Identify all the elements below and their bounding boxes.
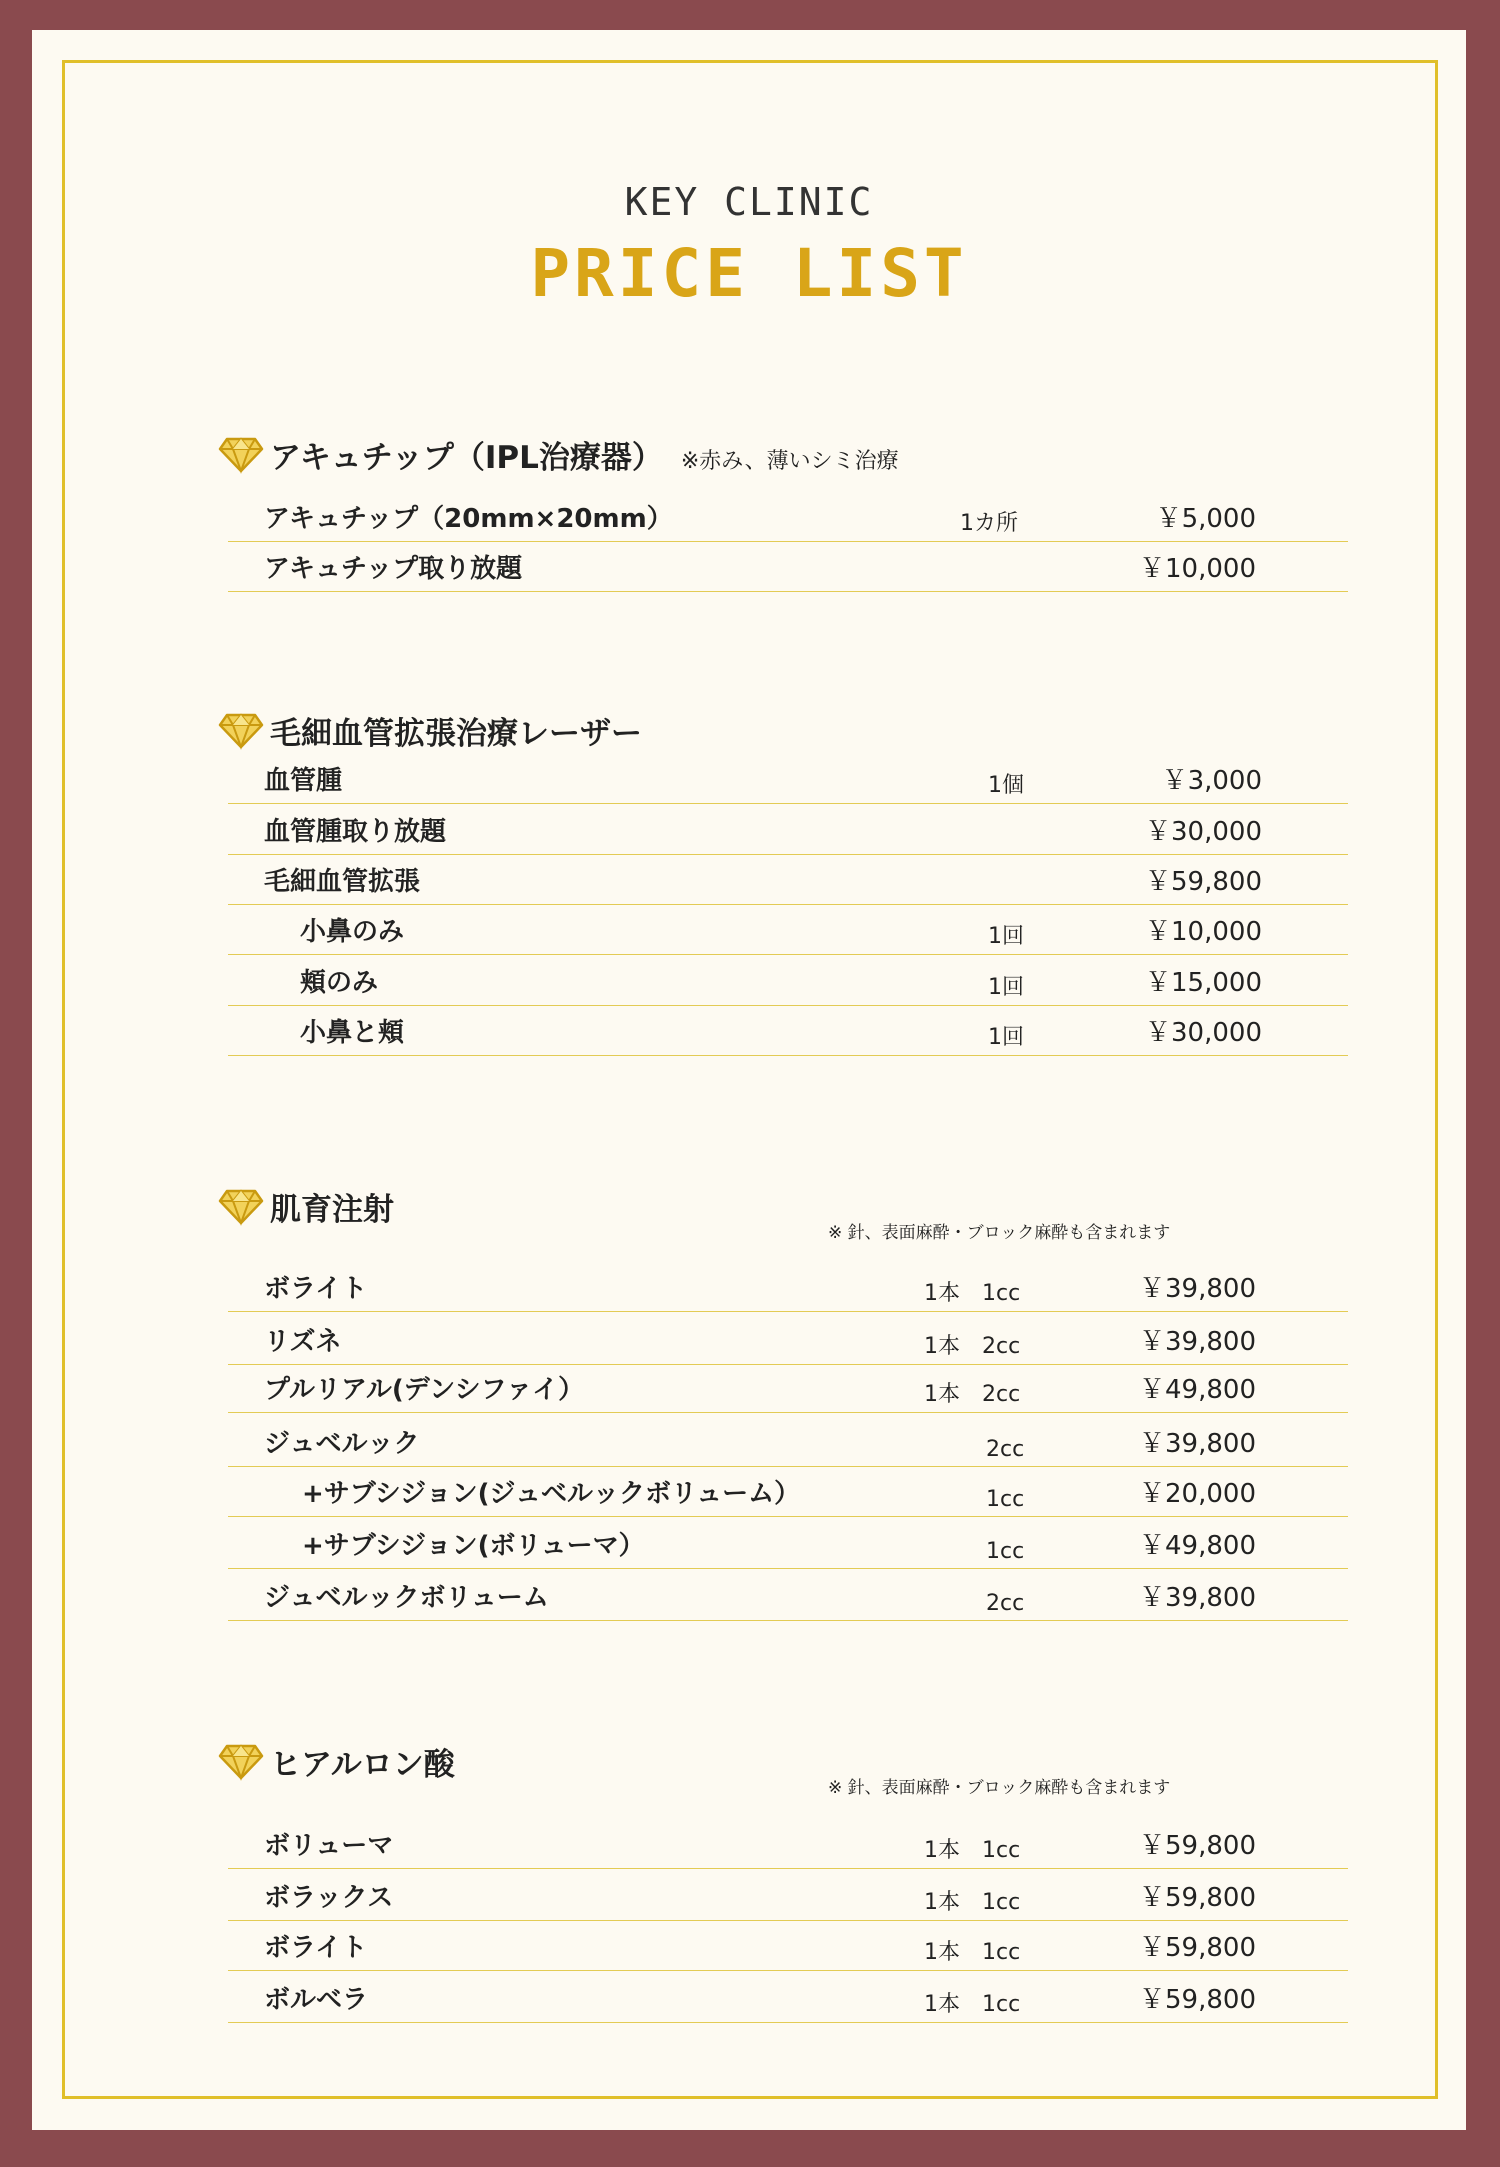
section-header	[32, 430, 1466, 480]
item-price: ￥3,000	[1161, 766, 1262, 796]
item-quantity: 1cc	[986, 1487, 1025, 1512]
diamond-icon	[218, 712, 264, 750]
section-title-text: ヒアルロン酸	[270, 1747, 455, 1783]
section-header	[32, 1737, 1466, 1798]
item-quantity: 1回	[988, 975, 1024, 1000]
price-rows	[32, 1258, 1466, 1621]
item-price: ￥30,000	[1145, 1018, 1262, 1048]
item-name: 小鼻のみ	[300, 917, 405, 947]
clinic-name: KEY CLINIC	[624, 180, 874, 224]
item-price: ￥59,800	[1139, 1985, 1256, 2015]
diamond-icon	[218, 1188, 264, 1226]
item-price: ￥15,000	[1145, 968, 1262, 998]
price-row	[32, 1413, 1466, 1467]
item-quantity: 1回	[988, 1025, 1024, 1050]
price-row	[32, 1006, 1466, 1056]
price-row	[32, 1869, 1466, 1921]
item-price: ￥59,800	[1145, 867, 1262, 897]
item-quantity: 1本 2cc	[924, 1334, 1021, 1359]
price-row	[32, 1569, 1466, 1621]
item-name: アキュチップ取り放題	[264, 554, 523, 584]
section	[32, 706, 1466, 1050]
price-row	[32, 855, 1466, 905]
row-divider	[228, 1620, 1348, 1621]
item-name: +サブシジョン(ジュベルックボリューム）	[302, 1479, 801, 1509]
section-note: ※ 針、表面麻酔・ブロック麻酔も含まれます	[828, 1778, 1171, 1798]
section-note: ※ 針、表面麻酔・ブロック麻酔も含まれます	[828, 1223, 1171, 1243]
item-name: ジュベルック	[264, 1429, 420, 1459]
item-price: ￥10,000	[1145, 917, 1262, 947]
price-row	[32, 754, 1466, 804]
item-quantity: 2cc	[986, 1591, 1025, 1616]
section	[32, 1737, 1466, 2017]
item-quantity: 1本 1cc	[924, 1838, 1021, 1863]
item-name: ボライト	[264, 1274, 368, 1304]
row-divider	[228, 591, 1348, 592]
item-price: ￥30,000	[1145, 817, 1262, 847]
item-price: ￥59,800	[1139, 1883, 1256, 1913]
section-subtitle: ※赤み、薄いシミ治療	[680, 449, 899, 474]
item-name: アキュチップ（20mm×20mm）	[264, 504, 673, 534]
item-quantity: 1本 2cc	[924, 1382, 1021, 1407]
diamond-icon	[218, 1743, 264, 1781]
price-row	[32, 1971, 1466, 2023]
price-row	[32, 1921, 1466, 1971]
price-row	[32, 1365, 1466, 1413]
item-name: ジュベルックボリューム	[264, 1583, 549, 1613]
item-name: ボライト	[264, 1933, 368, 1963]
item-name: ボルベラ	[264, 1985, 369, 2015]
section-title-text: アキュチップ（IPL治療器）	[270, 440, 663, 476]
item-quantity: 1cc	[986, 1539, 1025, 1564]
item-name: +サブシジョン(ボリューマ）	[302, 1531, 645, 1561]
gold-frame	[62, 60, 1438, 2099]
section-title-text: 肌育注射	[270, 1192, 394, 1228]
section	[32, 1182, 1466, 1616]
section	[32, 430, 1466, 584]
item-price: ￥39,800	[1139, 1583, 1256, 1613]
diamond-icon	[218, 436, 264, 474]
item-quantity: 1個	[988, 773, 1024, 798]
page-title: PRICE LIST	[530, 235, 968, 312]
item-name: 血管腫取り放題	[264, 817, 447, 847]
price-row	[32, 1819, 1466, 1869]
price-row	[32, 1258, 1466, 1312]
price-row	[32, 542, 1466, 592]
section-title	[270, 1739, 473, 1784]
section-title	[270, 708, 660, 753]
price-row	[32, 804, 1466, 855]
item-name: ボリューマ	[264, 1831, 394, 1861]
item-name: 小鼻と頬	[300, 1018, 405, 1048]
item-price: ￥5,000	[1155, 504, 1256, 534]
item-quantity: 1回	[988, 924, 1024, 949]
item-quantity: 1本 1cc	[924, 1890, 1021, 1915]
section-title	[270, 1184, 412, 1229]
section-title	[270, 432, 899, 477]
item-price: ￥59,800	[1139, 1831, 1256, 1861]
item-name: ボラックス	[264, 1883, 394, 1913]
row-divider	[228, 1055, 1348, 1056]
price-list-page	[32, 30, 1466, 2130]
price-row	[32, 955, 1466, 1006]
price-rows	[32, 490, 1466, 592]
item-name: 血管腫	[264, 766, 343, 796]
item-quantity: 1カ所	[960, 511, 1018, 536]
item-price: ￥39,800	[1139, 1274, 1256, 1304]
price-rows	[32, 754, 1466, 1056]
price-row	[32, 1312, 1466, 1365]
row-divider	[228, 2022, 1348, 2023]
item-name: リズネ	[264, 1327, 342, 1357]
item-name: 頬のみ	[300, 968, 379, 998]
section-header	[32, 706, 1466, 756]
item-quantity: 2cc	[986, 1437, 1025, 1462]
item-price: ￥49,800	[1139, 1375, 1256, 1405]
item-name: 毛細血管拡張	[264, 867, 421, 897]
price-row	[32, 1517, 1466, 1569]
section-header	[32, 1182, 1466, 1243]
item-quantity: 1本 1cc	[924, 1281, 1021, 1306]
item-price: ￥49,800	[1139, 1531, 1256, 1561]
section-title-text: 毛細血管拡張治療レーザー	[270, 716, 642, 752]
item-name: プルリアル(デンシファイ）	[264, 1375, 585, 1405]
item-price: ￥39,800	[1139, 1327, 1256, 1357]
item-price: ￥59,800	[1139, 1933, 1256, 1963]
item-quantity: 1本 1cc	[924, 1940, 1021, 1965]
price-row	[32, 1467, 1466, 1517]
item-price: ￥10,000	[1139, 554, 1256, 584]
item-quantity: 1本 1cc	[924, 1992, 1021, 2017]
item-price: ￥39,800	[1139, 1429, 1256, 1459]
item-price: ￥20,000	[1139, 1479, 1256, 1509]
price-row	[32, 905, 1466, 955]
price-row	[32, 490, 1466, 542]
price-rows	[32, 1819, 1466, 2023]
